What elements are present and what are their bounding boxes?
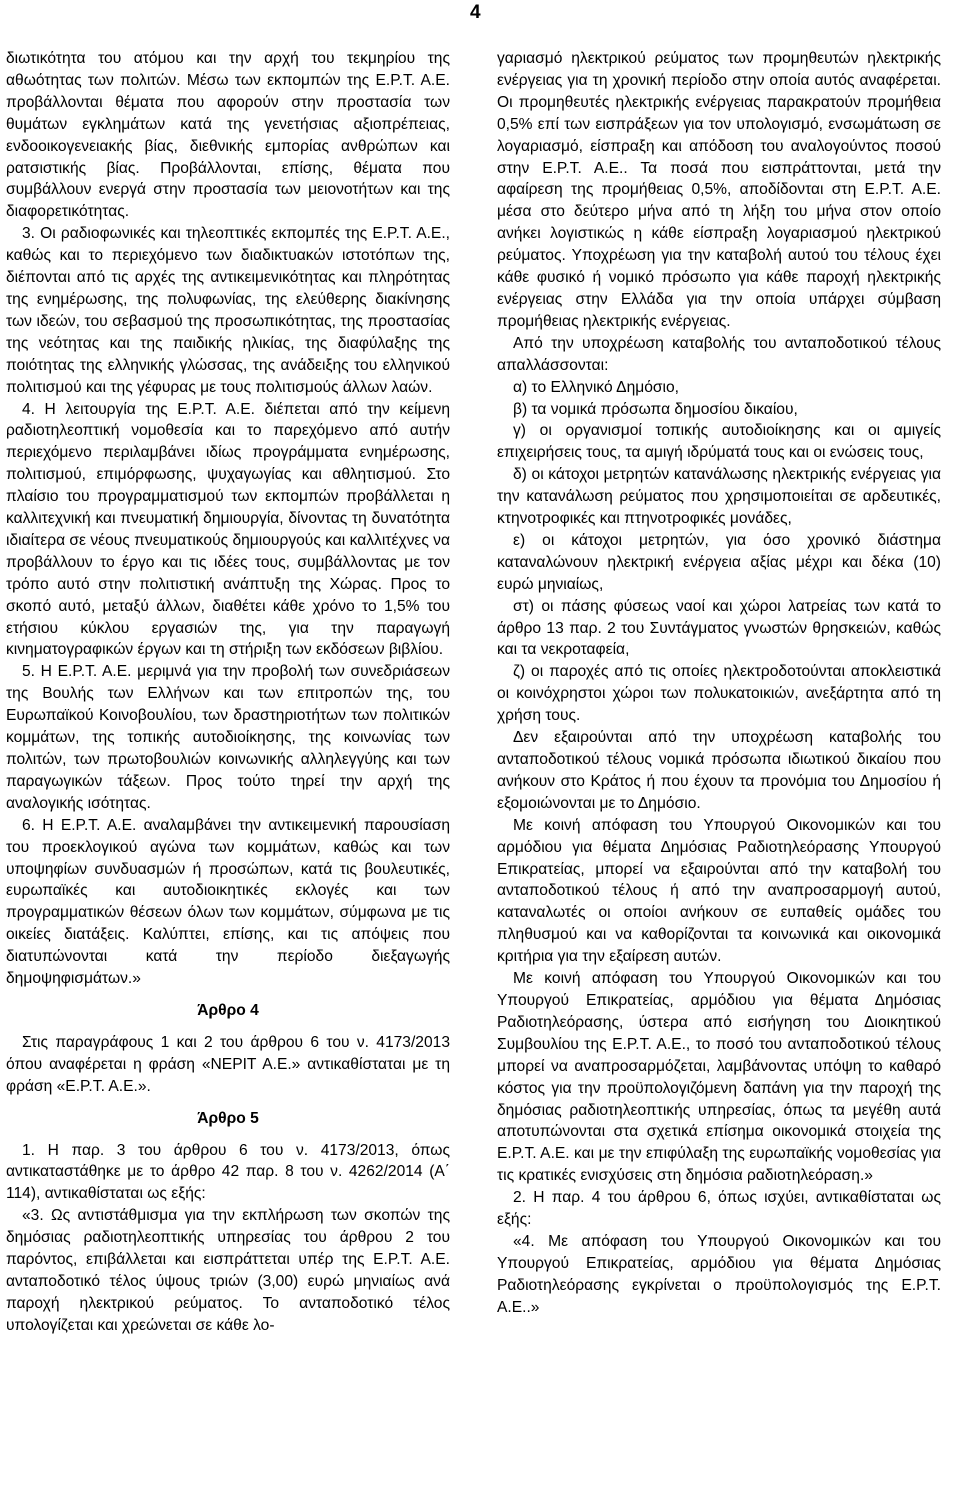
left-column [6, 48, 450, 1337]
paragraph: 5. Η Ε.Ρ.Τ. Α.Ε. μεριμνά για την προβολή των συνεδριάσεων της Βουλής των Ελλήνων και των επιτροπών της, του Ευρωπαϊκού Κοινοβουλίου, των δραστηριοτήτων των πολιτικών κομμάτων, της τοπικής αυτοδιοίκησης, της κοινωνίας των πολιτών, των πρωτοβουλιών κοινωνικής αλληλεγγύης και των παραγωγικών τάξεων. Προς τούτο τηρεί την αρχή της αναλογικής ισότητας. [6, 663, 450, 812]
right-column [497, 48, 941, 1319]
list-item: β) τα νομικά πρόσωπα δημοσίου δικαίου, [513, 400, 798, 418]
list-item: στ) οι πάσης φύσεως ναοί και χώροι λατρείας των κατά το άρθρο 13 παρ. 2 του Συντάγματος γνωστών θρησκειών, καθώς και τα νεκροταφεία, [497, 597, 941, 659]
paragraph: Με κοινή απόφαση του Υπουργού Οικονομικών και του αρμόδιου για θέματα Δημόσιας Ραδιοτηλεόρασης Υπουργού Επικρατείας, μπορεί να εξαιρούνται από την καταβολή του ανταποδοτικού τέλους ή από την αναπροσαρμογή αυτού, καταναλωτές οι οποίοι ανήκουν σε ευπαθείς ομάδες του πληθυσμού και να καθορίζονται τα κοινωνικά και οικονομικά κριτήρια για την εξαίρεση αυτών. [497, 816, 941, 966]
paragraph: 3. Οι ραδιοφωνικές και τηλεοπτικές εκπομπές της Ε.Ρ.Τ. Α.Ε., καθώς και το περιεχόμενο των διαδικτυακών ιστοτόπων της, διέπονται από τις αρχές της αντικειμενικότητας και πληρότητας της ενημέρωσης, της πολυφωνίας, της ελεύθερης διακίνησης των ιδεών, του σεβασμού της προσωπικότητας, της προστασίας της νεότητας και της παιδικής ηλικίας, της διαφύλαξης της ποιότητας της ελληνικής γλώσσας, της ανάδειξης του ελληνικού πολιτισμού και της γέφυρας με τους πολιτισμούς άλλων λαών. [6, 225, 450, 396]
list-item: ζ) οι παροχές από τις οποίες ηλεκτροδοτούνται αποκλειστικά οι κοινόχρηστοι χώροι των πολυκατοικιών, ανεξάρτητα από τη χρήση τους. [497, 663, 941, 725]
paragraph: διωτικότητα του ατόμου και την αρχή του τεκμηρίου της αθωότητας των πολιτών. Μέσω των εκπομπών της Ε.Ρ.Τ. Α.Ε. προβάλλονται θέματα που αφορούν στην προστασία των θυμάτων εγκλημάτων κατά της γενετήσιας αξιοπρέπειας, ενδοοικογενειακής βίας, διεθνικής εμπορίας ανθρώπων και ρατσιστικής βίας. Προβάλλονται, επίσης, θέματα που συμβάλλουν ενεργά στην προστασία των μειονοτήτων και της διαφορετικότητας. [6, 50, 450, 221]
paragraph: 4. Η λειτουργία της Ε.Ρ.Τ. Α.Ε. διέπεται από την κείμενη ραδιοτηλεοπτική νομοθεσία και το παρεχόμενο από αυτήν περιεχόμενο περιλαμβάνει ιδίως προγράμματα ενημέρωσης, πολιτισμού, επιμόρφωσης, ψυχαγωγίας και αθλητισμού. Στο πλαίσιο του προγραμματισμού των εκπομπών προβάλλεται η καλλιτεχνική και πνευματική δημιουργία, δίνοντας τη δυνατότητα ιδιαίτερα σε νέους πνευματικούς δημιουργούς και καλλιτέχνες να προβάλλουν το έργο και τις ιδέες τους, συμβάλλοντας με τον τρόπο αυτό στην πολιτιστική ανάπτυξη της Χώρας. Προς το σκοπό αυτό, μεταξύ άλλων, διαθέτει κάθε χρόνο το 1,5% του ετήσιου κύκλου εργασιών της, για την παραγωγή κινηματογραφικών έργων και τη στήριξη των εκδόσεων βιβλίου. [6, 400, 450, 659]
paragraph: «4. Με απόφαση του Υπουργού Οικονομικών και του Υπουργού Επικρατείας, αρμόδιου για θέματα Δημόσιας Ραδιοτηλεόρασης εγκρίνεται ο προϋπολογισμός της Ε.Ρ.Τ. Α.Ε..» [497, 1232, 941, 1316]
list-item: γ) οι οργανισμοί τοπικής αυτοδιοίκησης και οι αμιγείς επιχειρήσεις τους, τα αμιγή ιδρύματά τους και οι ενώσεις τους, [497, 422, 941, 462]
paragraph: «3. Ως αντιστάθμισμα για την εκπλήρωση των σκοπών της δημόσιας ραδιοτηλεοπτικής υπηρεσίας του άρθρου 2 του παρόντος, επιβάλλεται και εισπράττεται υπέρ της Ε.Ρ.Τ. Α.Ε. ανταποδοτικό τέλος ύψους τριών (3,00) ευρώ μηνιαίως ανά παροχή ηλεκτρικού ρεύματος. Το ανταποδοτικό τέλος υπολογίζεται και χρεώνεται σε κάθε λο- [6, 1207, 450, 1334]
paragraph: Στις παραγράφους 1 και 2 του άρθρου 6 του ν. 4173/2013 όπου αναφέρεται η φράση «ΝΕΡΙΤ Α.Ε.» αντικαθίσταται με τη φράση «Ε.Ρ.Τ. Α.Ε.». [6, 1033, 450, 1095]
paragraph: Με κοινή απόφαση του Υπουργού Οικονομικών και του Υπουργού Επικρατείας, αρμόδιου για θέματα Δημόσιας Ραδιοτηλεόρασης, ύστερα από εισήγηση του Διοικητικού Συμβουλίου της Ε.Ρ.Τ. Α.Ε., το ποσό του ανταποδοτικού τέλους μπορεί να αναπροσαρμόζεται, λαμβάνοντας υπόψη το καθαρό κόστος για την προϋπολογιζόμενη δαπάνη για την παροχή της δημόσιας ραδιοτηλεοπτικής υπηρεσίας, όπως τα μεγέθη αυτά αποτυπώνονται στα σχετικά επίσημα οικονομικά στοιχεία της Ε.Ρ.Τ. Α.Ε. και με την επιφύλαξη της ευρωπαϊκής νομοθεσίας για τις κρατικές ενισχύσεις στη δημόσια ραδιοτηλεόραση.» [497, 970, 941, 1185]
article-heading: Άρθρο 5 [197, 1109, 259, 1127]
list-item: ε) οι κάτοχοι μετρητών, για όσο χρονικό διάστημα καταναλώνουν ηλεκτρική ενέργεια αξίας μέχρι και δέκα (10) ευρώ μηνιαίως, [497, 531, 941, 593]
list-item: α) το Ελληνικό Δημόσιο, [513, 378, 680, 396]
paragraph: 6. Η Ε.Ρ.Τ. Α.Ε. αναλαμβάνει την αντικειμενική παρουσίαση του προεκλογικού αγώνα των κομμάτων, καθώς και των υποψηφίων συνδυασμών ή προσώπων, κατά τις βουλευτικές, ευρωπαϊκές και αυτοδιοικητικές εκλογές και των προγραμματικών θέσεων όλων των κομμάτων, σύμφωνα με τις οικείες διατάξεις. Καλύπτει, επίσης, και τις απόψεις που διατυπώνονται κατά την περίοδο διεξαγωγής δημοψηφισμάτων.» [6, 816, 450, 988]
paragraph: 1. Η παρ. 3 του άρθρου 6 του ν. 4173/2013, όπως αντικαταστάθηκε με το άρθρο 42 παρ. 8 του ν. 4262/2014 (Α΄ 114), αντικαθίσταται ως εξής: [6, 1141, 450, 1203]
list-item: δ) οι κάτοχοι μετρητών κατανάλωσης ηλεκτρικής ενέργειας για την κατανάλωση ρεύματος που χρησιμοποιείται σε αρδευτικές, κτηνοτροφικές και πτηνοτροφικές μονάδες, [497, 466, 941, 528]
paragraph: γαριασμό ηλεκτρικού ρεύματος των προμηθευτών ηλεκτρικής ενέργειας για τη χρονική περίοδο στην οποία αυτός αναφέρεται. Οι προμηθευτές ηλεκτρικής ενέργειας παρακρατούν προμήθεια 0,5% επί των εισπράξεων για τον υπολογισμό, ενσωμάτωση σε λογαριασμό, είσπραξη και απόδοση του αναλογούντος ποσού στην Ε.Ρ.Τ. Α.Ε.. Τα ποσά που εισπράττονται, μετά την αφαίρεση της προμήθειας 0,5%, αποδίδονται στη Ε.Ρ.Τ. Α.Ε. μέσα στο δεύτερο μήνα από τη λήξη του μήνα στον οποίο ανήκει λογιστικώς η κάθε είσπραξη λογαριασμού ηλεκτρικού ρεύματος. Υποχρέωση για την καταβολή αυτού του τέλους έχει κάθε φυσικό ή νομικό πρόσωπο για κάθε παροχή ηλεκτρικής ενέργειας στην Ελλάδα για την οποία υπάρχει σύμβαση προμήθειας ηλεκτρικής ενέργειας. [497, 50, 941, 330]
paragraph: 2. Η παρ. 4 του άρθρου 6, όπως ισχύει, αντικαθίσταται ως εξής: [497, 1189, 941, 1229]
paragraph: Δεν εξαιρούνται από την υποχρέωση καταβολής του ανταποδοτικού τέλους νομικά πρόσωπα ιδιωτικού δικαίου που ανήκουν στο Κράτος ή που έχουν τα προνόμια του Δημοσίου ή εξομοιώνονται με το Δημόσιο. [497, 729, 941, 812]
article-heading: Άρθρο 4 [197, 1001, 259, 1019]
paragraph: Από την υποχρέωση καταβολής του ανταποδοτικού τέλους απαλλάσσονται: [497, 334, 941, 374]
page-number: 4 [470, 2, 481, 23]
